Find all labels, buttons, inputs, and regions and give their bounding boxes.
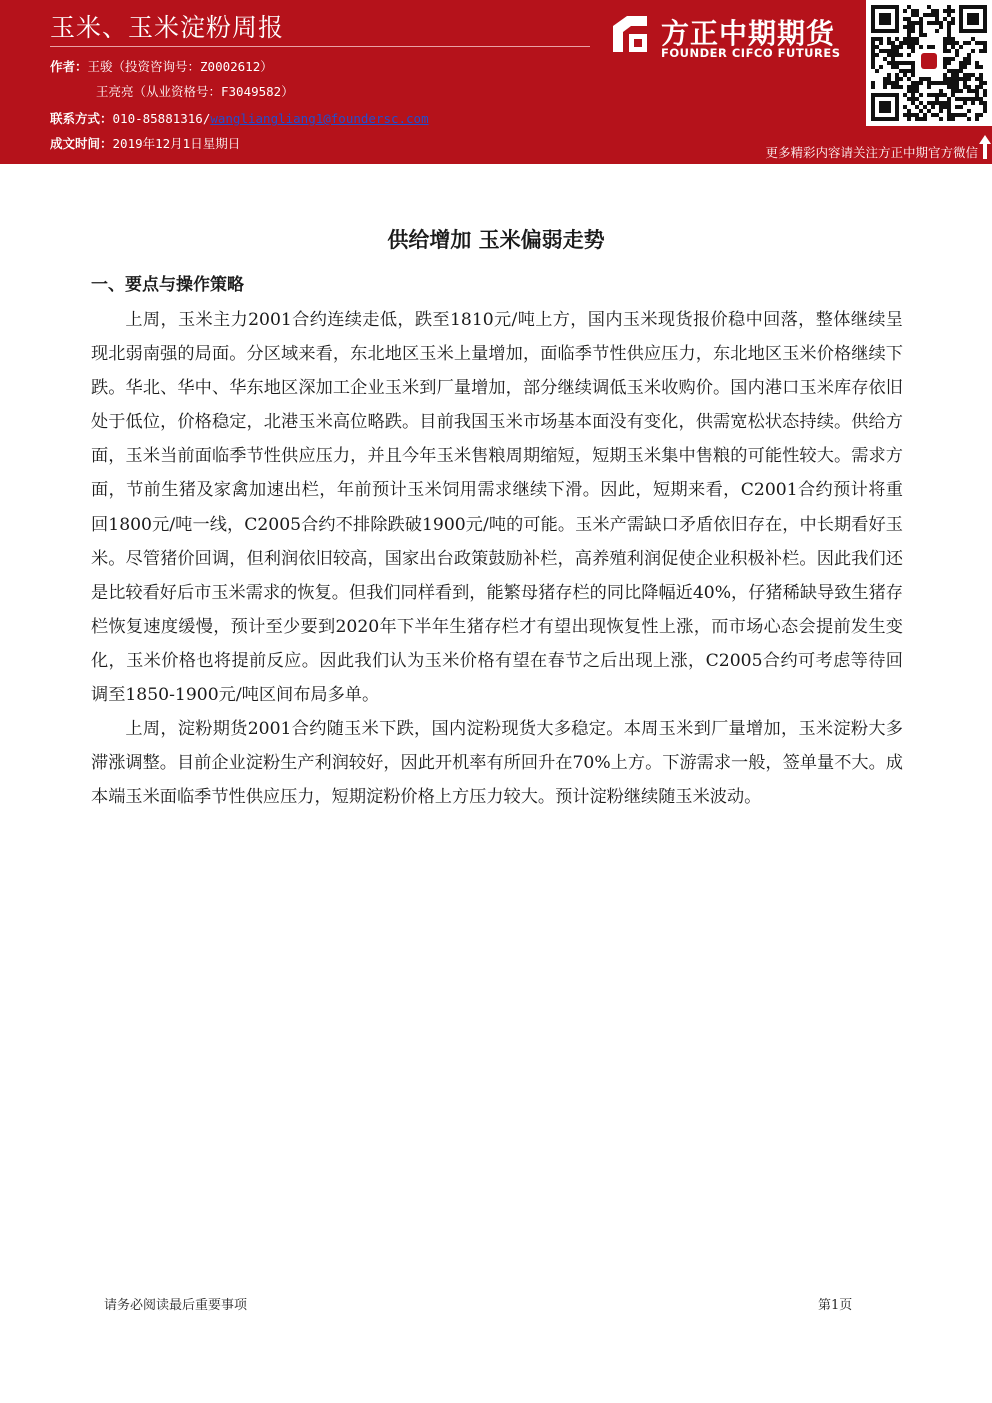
- follow-wechat-text: 更多精彩内容请关注方正中期官方微信: [765, 145, 978, 160]
- contact-phone: 010-85881316/: [112, 111, 211, 126]
- paragraph-2: 上周，淀粉期货2001合约随玉米下跌，国内淀粉现货大多稳定。本周玉米到厂量增加，玉米淀粉大多滞涨调整。目前企业淀粉生产利润较好，因此开机率有所回升在70%上方。下游需求一般，签单量不大。成本端玉米面临季节性供应压力，短期淀粉价格上方压力较大。预计淀粉继续随玉米波动。: [91, 719, 903, 808]
- author-line-2: [96, 82, 294, 100]
- arrow-up-icon: [978, 134, 992, 160]
- contact-email-link[interactable]: wangliangliang1@foundersc.com: [210, 111, 429, 126]
- author-2: 王亮亮（从业资格号：F3049582）: [96, 84, 294, 99]
- header-bottom-rule: [0, 160, 992, 164]
- logo-chinese-name: 方正中期期货: [661, 17, 836, 50]
- report-date: 2019年12月1日星期日: [112, 136, 241, 151]
- company-logo: [607, 12, 867, 62]
- author-label: 作者：: [50, 59, 88, 74]
- contact-line: [50, 109, 429, 127]
- report-title: 玉米、玉米淀粉周报: [50, 13, 285, 42]
- title-divider: [50, 46, 590, 47]
- logo-english-name: FOUNDER CIFCO FUTURES: [661, 46, 841, 60]
- page-number: 第1页: [818, 1298, 853, 1313]
- author-1: 王骏（投资咨询号：Z0002612）: [87, 59, 273, 74]
- report-header: [0, 0, 992, 160]
- section-title: 一、要点与操作策略: [91, 275, 244, 295]
- date-label: 成文时间：: [50, 136, 113, 151]
- wechat-qr-code: [866, 0, 992, 126]
- date-line: [50, 134, 240, 152]
- article-body: [91, 303, 903, 814]
- contact-label: 联系方式：: [50, 111, 113, 126]
- founder-logo-icon: [607, 12, 653, 58]
- footer-disclaimer: 请务必阅读最后重要事项: [104, 1298, 248, 1313]
- author-line-1: [50, 57, 273, 75]
- paragraph-1: 上周，玉米主力2001合约连续走低，跌至1810元/吨上方，国内玉米现货报价稳中回落，整体继续呈现北弱南强的局面。分区域来看，东北地区玉米上量增加，面临季节性供应压力，东北地区玉米价格继续下跌。华北、华中、华东地区深加工企业玉米到厂量增加，部分继续调低玉米收购价。国内港口玉米库存依旧处于低位，价格稳定，北港玉米高位略跌。目前我国玉米市场基本面没有变化，供需宽松状态持续。供给方面，玉米当前面临季节性供应压力，并且今年玉米售粮周期缩短，短期玉米集中售粮的可能性较大。需求方面，节前生猪及家禽加速出栏，年前预计玉米饲用需求继续下滑。因此，短期来看，C2001合约预计将重回1800元/吨一线，C2005合约不排除跌破1900元/吨的可能。玉米产需缺口矛盾依旧存在，中长期看好玉米。尽管猪价回调，但利润依旧较高，国家出台政策鼓励补栏，高养殖利润促使企业积极补栏。因此我们还是比较看好后市玉米需求的恢复。但我们同样看到，能繁母猪存栏的同比降幅近40%，仔猪稀缺导致生猪存栏恢复速度缓慢，预计至少要到2020年下半年生猪存栏才有望出现恢复性上涨，而市场心态会提前发生变化，玉米价格也将提前反应。因此我们认为玉米价格有望在春节之后出现上涨，C2005合约可考虑等待回调至1850-1900元/吨区间布局多单。: [91, 310, 903, 706]
- article-headline: 供给增加 玉米偏弱走势: [387, 228, 605, 252]
